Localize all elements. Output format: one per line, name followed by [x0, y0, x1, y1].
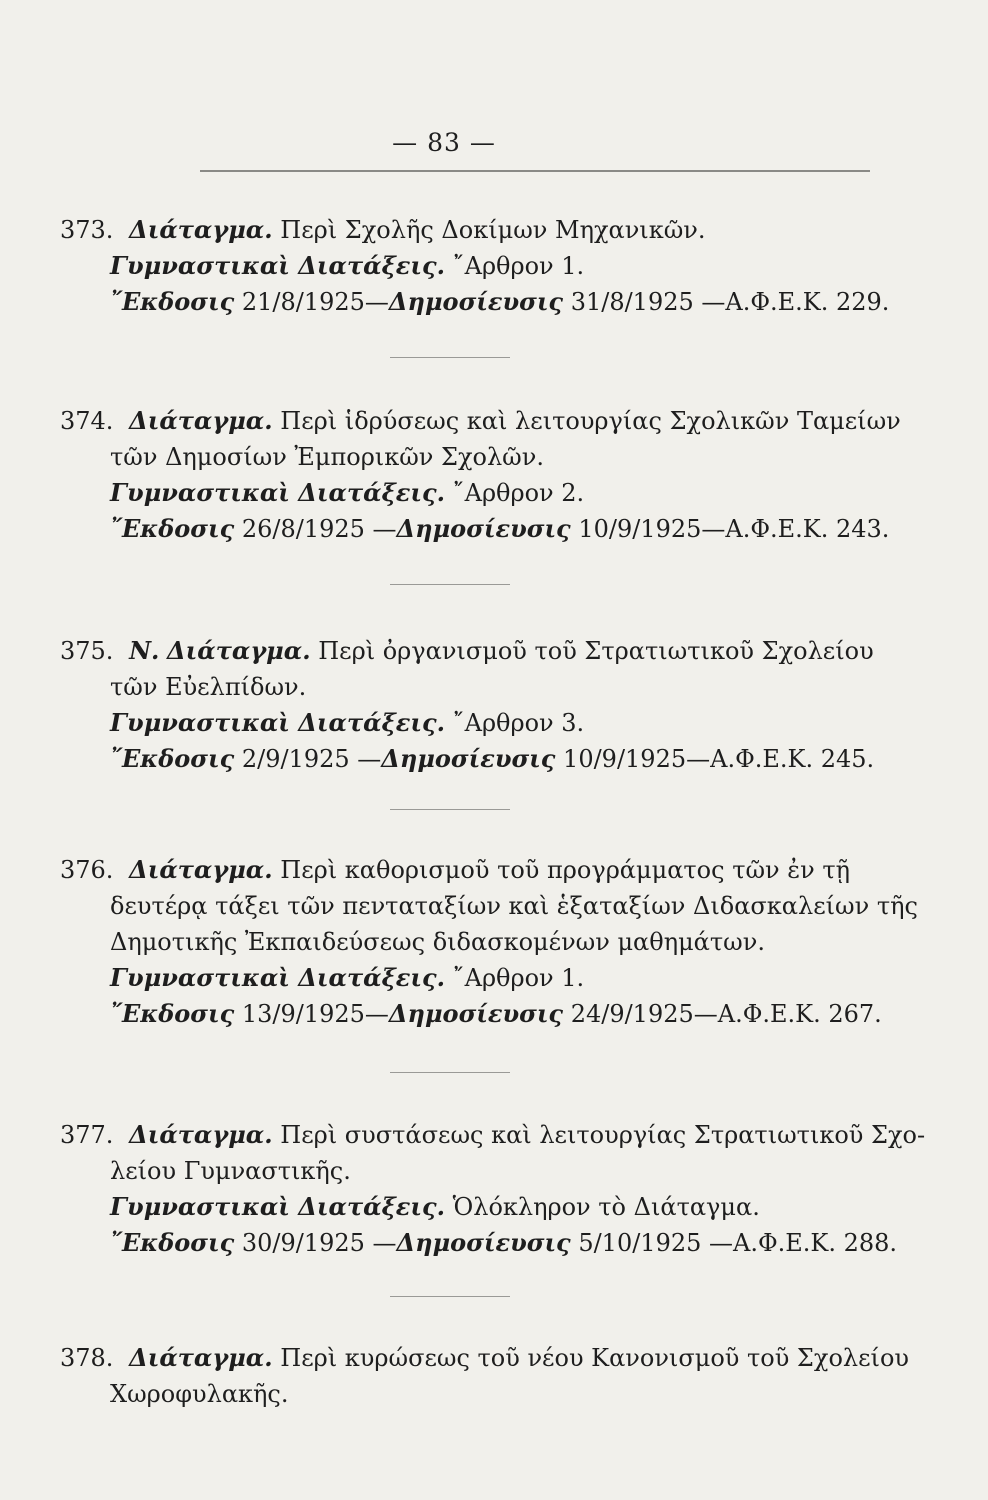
entry-heading — [60, 852, 900, 888]
issue-date: 21/8/1925— — [241, 288, 389, 316]
issue-date: 2/9/1925 — — [241, 745, 382, 773]
entry-377 — [60, 1117, 926, 1261]
entry-heading — [60, 1340, 909, 1376]
entry-number: 375. — [60, 637, 114, 665]
entry-number: 374. — [60, 407, 114, 435]
entry-type: Διάταγμα. — [129, 215, 273, 244]
entry-title-line: Περὶ ὀργανισμοῦ τοῦ Στρατιωτικοῦ Σχολείου — [318, 637, 874, 665]
entry-375 — [60, 633, 900, 777]
header-rule — [200, 170, 870, 172]
entry-type: Διάταγμα. — [129, 855, 273, 884]
issue-label: ῎Εκδοσις — [110, 744, 235, 773]
entry-heading — [60, 633, 900, 669]
entry-prefix: Ν. — [129, 636, 160, 665]
entry-heading — [60, 403, 900, 439]
issue-label: ῎Εκδοσις — [110, 287, 235, 316]
issue-label: ῎Εκδοσις — [110, 999, 235, 1028]
issue-line — [60, 741, 900, 777]
publication-label: Δημοσίευσις — [388, 287, 564, 316]
publication-text: 24/9/1925—Α.Φ.Ε.Κ. 267. — [570, 1000, 882, 1028]
issue-label: ῎Εκδοσις — [110, 1228, 235, 1257]
publication-label: Δημοσίευσις — [388, 999, 564, 1028]
entry-title-line: τῶν Δημοσίων Ἐμπορικῶν Σχολῶν. — [110, 443, 544, 471]
entry-heading — [60, 1117, 926, 1153]
provisions-label: Γυμναστικαὶ Διατάξεις. — [110, 251, 445, 280]
issue-line — [60, 996, 900, 1032]
provisions-line — [60, 705, 900, 741]
issue-line — [60, 1225, 900, 1261]
provisions-text: ῎Αρθρον 1. — [452, 964, 585, 992]
entry-number: 377. — [60, 1121, 114, 1149]
entry-number: 376. — [60, 856, 114, 884]
entry-373 — [60, 212, 900, 320]
publication-text: 10/9/1925—Α.Φ.Ε.Κ. 243. — [578, 515, 890, 543]
entry-title-line: Περὶ ἱδρύσεως καὶ λειτουργίας Σχολικῶν Ταμείων — [280, 407, 901, 435]
publication-label: Δημοσίευσις — [396, 514, 571, 543]
entry-title-line: δευτέρᾳ τάξει τῶν πενταταξίων καὶ ἑξαταξίων Διδασκαλείων τῆς — [110, 892, 918, 920]
publication-text: 31/8/1925 —Α.Φ.Ε.Κ. 229. — [570, 288, 890, 316]
entry-type: Διάταγμα. — [129, 1120, 273, 1149]
entry-374 — [60, 403, 900, 547]
provisions-label: Γυμναστικαὶ Διατάξεις. — [110, 963, 445, 992]
provisions-line — [60, 960, 900, 996]
issue-line — [60, 284, 900, 320]
entry-number: 378. — [60, 1344, 114, 1372]
entry-separator — [390, 357, 510, 358]
issue-label: ῎Εκδοσις — [110, 514, 235, 543]
page-number: — 83 — — [392, 128, 496, 157]
issue-date: 26/8/1925 — — [241, 515, 397, 543]
provisions-text: ῎Αρθρον 1. — [452, 252, 585, 280]
issue-date: 30/9/1925 — — [241, 1229, 397, 1257]
entry-number: 373. — [60, 216, 114, 244]
entry-type: Διάταγμα. — [129, 406, 273, 435]
provisions-line — [60, 248, 900, 284]
entry-title-line: Περὶ κυρώσεως τοῦ νέου Κανονισμοῦ τοῦ Σχολείου — [280, 1344, 909, 1372]
entry-title-line: Χωροφυλακῆς. — [110, 1380, 289, 1408]
entry-title-line: τῶν Εὐελπίδων. — [110, 673, 307, 701]
publication-label: Δημοσίευσις — [396, 1228, 571, 1257]
provisions-text: Ὁλόκληρον τὸ Διάταγμα. — [452, 1193, 760, 1221]
entry-title-line: Δημοτικῆς Ἐκπαιδεύσεως διδασκομένων μαθημάτων. — [110, 928, 765, 956]
issue-date: 13/9/1925— — [241, 1000, 389, 1028]
entry-heading — [60, 212, 900, 248]
entry-title-line: Περὶ καθορισμοῦ τοῦ προγράμματος τῶν ἐν τῇ — [280, 856, 851, 884]
entry-title-line: Περὶ συστάσεως καὶ λειτουργίας Στρατιωτικοῦ Σχο- — [280, 1121, 926, 1149]
entry-378 — [60, 1340, 909, 1412]
publication-text: 5/10/1925 —Α.Φ.Ε.Κ. 288. — [578, 1229, 898, 1257]
entry-separator — [390, 1072, 510, 1073]
provisions-label: Γυμναστικαὶ Διατάξεις. — [110, 708, 445, 737]
entry-separator — [390, 584, 510, 585]
entry-title-line: λείου Γυμναστικῆς. — [110, 1157, 351, 1185]
entry-type: Διάταγμα. — [167, 636, 311, 665]
publication-label: Δημοσίευσις — [381, 744, 556, 773]
entry-type: Διάταγμα. — [129, 1343, 273, 1372]
provisions-line — [60, 1189, 900, 1225]
provisions-label: Γυμναστικαὶ Διατάξεις. — [110, 478, 445, 507]
entry-separator — [390, 1296, 510, 1297]
provisions-text: ῎Αρθρον 3. — [452, 709, 585, 737]
provisions-label: Γυμναστικαὶ Διατάξεις. — [110, 1192, 445, 1221]
provisions-line — [60, 475, 900, 511]
entry-title-line: Περὶ Σχολῆς Δοκίμων Μηχανικῶν. — [280, 216, 706, 244]
publication-text: 10/9/1925—Α.Φ.Ε.Κ. 245. — [563, 745, 875, 773]
provisions-text: ῎Αρθρον 2. — [452, 479, 585, 507]
entry-376 — [60, 852, 918, 1032]
issue-line — [60, 511, 900, 547]
entry-separator — [390, 809, 510, 810]
